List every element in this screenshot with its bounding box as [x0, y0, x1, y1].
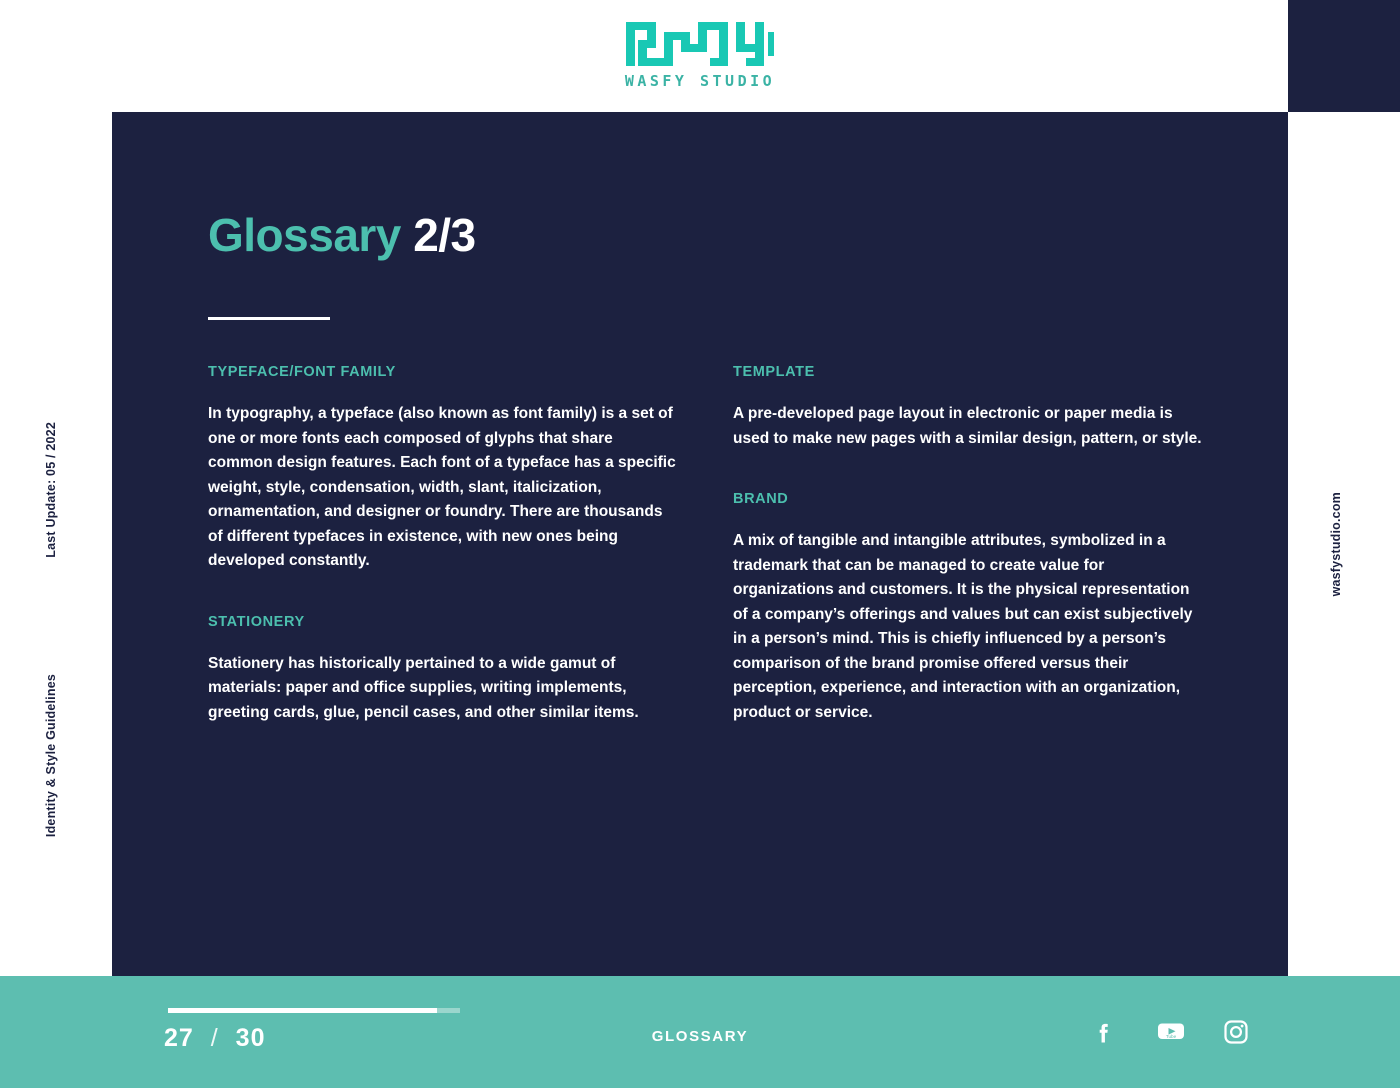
glossary-definition: Stationery has historically pertained to a wide gamut of materials: paper and office supplies, writing implements, greeting cards, glue, pencil cases, and other similar items.: [208, 654, 639, 721]
top-right-color-block: [1288, 0, 1400, 112]
page-title-count: 2/3: [413, 209, 476, 261]
glossary-term: STATIONERY: [208, 613, 305, 630]
wasfy-studio-kufic-logo-icon: [624, 18, 776, 70]
instagram-icon[interactable]: [1222, 1018, 1250, 1046]
facebook-icon[interactable]: [1090, 1018, 1118, 1046]
website-label: wasfystudio.com: [1329, 492, 1343, 597]
youtube-icon[interactable]: [1156, 1018, 1184, 1046]
footer-bar: [0, 976, 1400, 1088]
title-divider: [208, 317, 330, 320]
glossary-term: BRAND: [733, 491, 789, 507]
total-pages: 30: [235, 1024, 266, 1052]
social-links: [1090, 1018, 1250, 1046]
glossary-definition: A mix of tangible and intangible attributes, symbolized in a trademark that can be managed to create value for organizations and customers. It is the physical representation of a company’s offerings and values but can exist subjectively in a person’s mind. This is chiefly influenced by a person’s comparison of the brand promise offered versus their perception, experience, and interaction with an organization, product or service.: [733, 532, 1193, 721]
page-separator: /: [210, 1024, 219, 1052]
glossary-term: TEMPLATE: [733, 364, 815, 380]
progress-bar-fill: [168, 1008, 437, 1013]
glossary-definition: A pre-developed page layout in electronic or paper media is used to make new pages with a similar design, pattern, or style.: [733, 405, 1202, 447]
current-page: 27: [164, 1024, 194, 1052]
last-update-label: Last Update: 05 / 2022: [44, 422, 58, 558]
svg-text:Tube: Tube: [1165, 1034, 1177, 1039]
page-title: [208, 208, 476, 262]
content-panel: [112, 112, 1288, 976]
brand-logo: [615, 18, 785, 90]
glossary-columns: [208, 364, 1203, 725]
glossary-column-left: [208, 364, 678, 725]
progress-bar: [168, 1008, 460, 1013]
section-label: GLOSSARY: [651, 1028, 749, 1045]
page-title-main: Glossary: [208, 209, 401, 261]
brand-logo-text: WASFY STUDIO: [624, 72, 776, 90]
document-name-label: Identity & Style Guidelines: [44, 674, 58, 838]
top-bar: [0, 0, 1400, 112]
glossary-column-right: [733, 364, 1203, 725]
glossary-definition: In typography, a typeface (also known as font family) is a set of one or more fonts each composed of glyphs that share common design features. Each font of a typeface has a specific weight, style, condensation, width, slant, italicization, ornamentation, and designer or foundry. There are thousands of different typefaces in existence, with new ones being developed constantly.: [208, 405, 676, 569]
glossary-term: TYPEFACE/FONT FAMILY: [208, 364, 396, 380]
